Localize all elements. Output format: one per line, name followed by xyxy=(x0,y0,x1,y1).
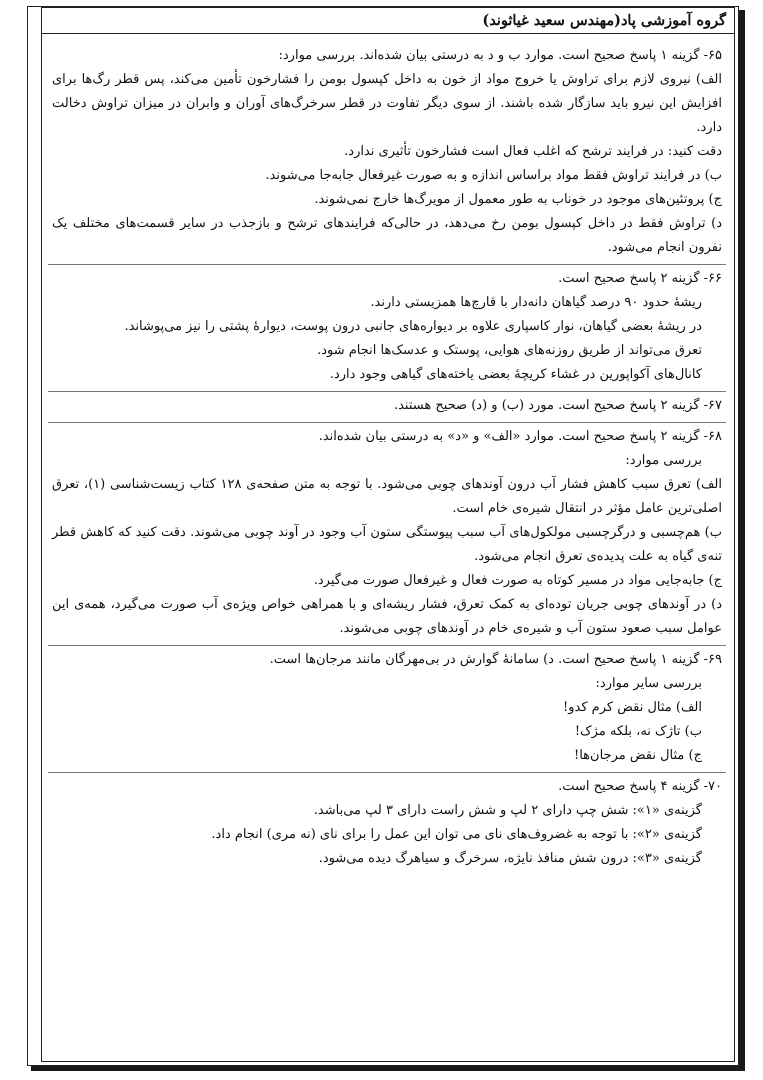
answer-69 xyxy=(48,646,726,773)
answer-70 xyxy=(48,773,726,875)
answer-69-heading: ۶۹- گزینه ۱ پاسخ صحیح است. د) سامانهٔ گوارش در بی‌مهرگان مانند مرجان‌ها است. xyxy=(269,652,722,667)
answer-65-item-jim: ج) پروتئین‌های موجود در خوناب به طور معمول از مویرگ‌ها خارج نمی‌شوند. xyxy=(314,192,722,207)
answer-65-item-dal: د) تراوش فقط در داخل کپسول بومن رخ می‌دهد، در حالی‌که فرایندهای ترشح و بازجذب در سایر قسمت‌های مختلف یک نفرون انجام می‌شود. xyxy=(52,216,722,255)
answer-66-line-4: کانال‌های آکواپورین در غشاء کریچهٔ بعضی یاخته‌های گیاهی وجود دارد. xyxy=(329,367,702,382)
header-title: گروه آموزشی پاد(مهندس سعید غیاثوند) xyxy=(482,12,726,29)
answer-68-heading: ۶۸- گزینه ۲ پاسخ صحیح است. موارد «الف» و «د» به درستی بیان شده‌اند. xyxy=(318,429,722,444)
answer-65 xyxy=(48,42,726,265)
answer-66-line-3: تعرق می‌تواند از طریق روزنه‌های هوایی، پوستک و عدسک‌ها انجام شود. xyxy=(317,343,702,358)
answer-68-item-jim: ج) جابه‌جایی مواد در مسیر کوتاه به صورت فعال و غیرفعال صورت می‌گیرد. xyxy=(313,573,722,588)
answer-66 xyxy=(48,265,726,392)
answer-66-line-2: در ریشهٔ بعضی گیاهان، نوار کاسپاری علاوه بر دیواره‌های جانبی درون پوست، دیوارهٔ پشتی را نیز می‌پوشاند. xyxy=(124,319,702,334)
answer-66-heading: ۶۶- گزینه ۲ پاسخ صحیح است. xyxy=(558,271,722,286)
page-header xyxy=(42,8,734,34)
answer-65-item-be: ب) در فرایند تراوش فقط مواد براساس اندازه و به صورت غیرفعال جابه‌جا می‌شوند. xyxy=(265,168,722,183)
answer-65-note: دقت کنید: در فرایند ترشح که اغلب فعال است فشارخون تأثیری ندارد. xyxy=(344,144,722,159)
answer-68 xyxy=(48,423,726,646)
answer-69-item-jim: ج) مثال نقض مرجان‌ها! xyxy=(574,748,702,763)
answer-67 xyxy=(48,392,726,423)
answer-65-item-alef: الف) نیروی لازم برای تراوش یا خروج مواد از خون به داخل کپسول بومن را فشارخون تأمین می‌کند، پس قطر رگ‌ها برای افزایش این نیرو باید سازگار شده باشند. از سوی دیگر تفاوت در قطر سرخرگ‌های آوران و وابران در میزان تراوش دخالت دارد. xyxy=(52,72,722,135)
answer-69-review-label: بررسی سایر موارد: xyxy=(595,676,702,691)
answer-68-item-be: ب) هم‌چسبی و درگرچسبی مولکول‌های آب سبب پیوستگی ستون آب وجود در آوند چوبی می‌شوند. دقت کنید که کاهش قطر تنه‌ی گیاه به علت پدیده‌ی تعرق انجام می‌شود. xyxy=(52,525,722,564)
answer-68-review-label: بررسی موارد: xyxy=(625,453,702,468)
answer-70-option-2: گزینه‌ی «۲»: با توجه به غضروف‌های نای می توان این عمل را برای نای (نه مری) انجام داد. xyxy=(211,827,702,842)
answer-68-item-dal: د) در آوندهای چوبی جریان توده‌ای به کمک تعرق، فشار ریشه‌ای و با همراهی خواص ویژه‌ی آب صورت می‌گیرد، همه‌ی این عوامل سبب صعود ستون آب و شیره‌ی خام در آوندهای چوبی می‌شوند. xyxy=(52,597,722,636)
answer-69-item-alef: الف) مثال نقض کرم کدو! xyxy=(563,700,702,715)
answer-69-item-be: ب) تاژک نه، بلکه مژک! xyxy=(574,724,702,739)
answer-70-option-3: گزینه‌ی «۳»: درون شش منافذ نایژه، سرخرگ و سیاهرگ دیده می‌شود. xyxy=(318,851,702,866)
answer-70-heading: ۷۰- گزینه ۴ پاسخ صحیح است. xyxy=(558,779,722,794)
answers-content xyxy=(48,42,726,875)
page-shadow-bottom xyxy=(31,1066,745,1071)
answer-70-option-1: گزینه‌ی «۱»: شش چپ دارای ۲ لپ و شش راست دارای ۳ لپ می‌باشد. xyxy=(313,803,702,818)
answer-68-item-alef: الف) تعرق سبب کاهش فشار آب درون آوندهای چوبی می‌شود. با توجه به متن صفحه‌ی ۱۲۸ کتاب زیست‌شناسی (۱)، تعرق اصلی‌ترین عامل مؤثر در انتقال شیره‌ی خام است. xyxy=(52,477,722,516)
page-shadow-right xyxy=(739,10,745,1071)
answer-66-line-1: ریشهٔ حدود ۹۰ درصد گیاهان دانه‌دار با قارچ‌ها همزیستی دارند. xyxy=(370,295,702,310)
answer-67-heading: ۶۷- گزینه ۲ پاسخ صحیح است. مورد (ب) و (د) صحیح هستند. xyxy=(393,398,722,413)
answer-65-heading: ۶۵- گزینه ۱ پاسخ صحیح است. موارد ب و د به درستی بیان شده‌اند. بررسی موارد: xyxy=(278,48,722,63)
